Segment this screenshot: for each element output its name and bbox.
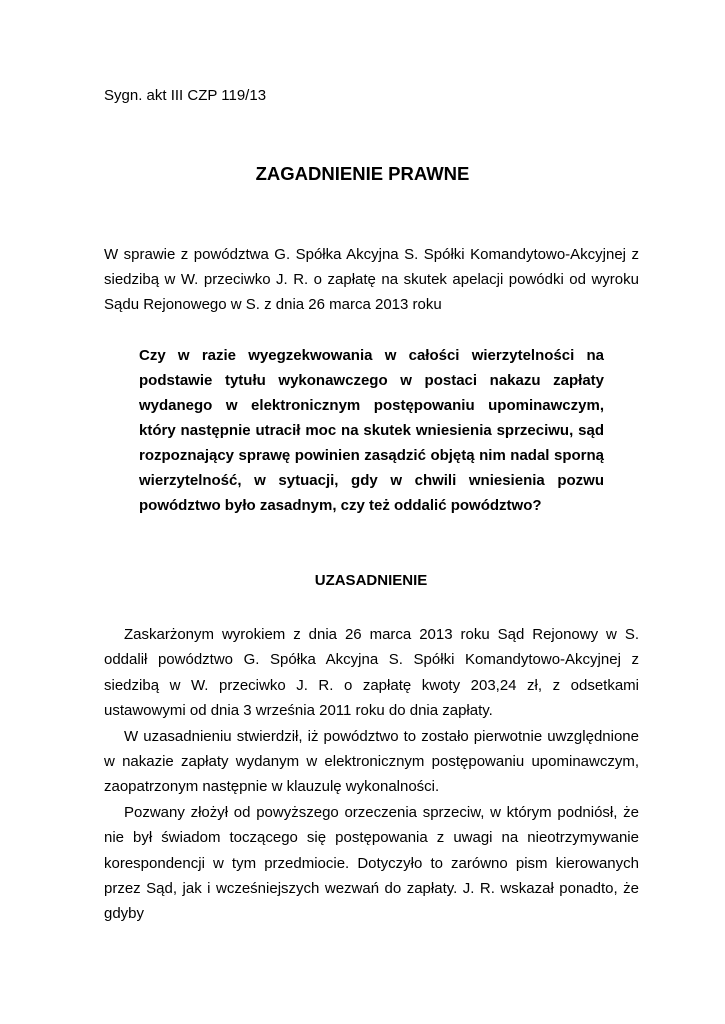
intro-paragraph: W sprawie z powództwa G. Spółka Akcyjna S. Spółki Komandytowo-Akcyjnej z siedzibą w W. przeciwko J. R. o zapłatę na skutek apelacji powódki od wyroku Sądu Rejonowego w S. z dnia 26 marca 2013 roku	[104, 246, 639, 313]
case-signature: Sygn. akt III CZP 119/13	[104, 87, 267, 104]
body-paragraph: W uzasadnieniu stwierdził, iż powództwo to zostało pierwotnie uwzględnione w nakazie zapłaty wydanym w elektronicznym postępowaniu upominawczym, zaopatrzonym następnie w klauzulę wykonalności.	[104, 727, 639, 796]
justification-heading: UZASADNIENIE	[314, 572, 428, 589]
body-paragraph: Zaskarżonym wyrokiem z dnia 26 marca 2013 roku Sąd Rejonowy w S. oddalił powództwo G. Spółka Akcyjna S. Spółki Komandytowo-Akcyjnej z siedzibą w W. przeciwko J. R. o zapłatę kwoty 203,24 zł, z odsetkami ustawowymi od dnia 3 września 2011 roku do dnia zapłaty.	[104, 626, 639, 720]
document-title: ZAGADNIENIE PRAWNE	[255, 163, 470, 184]
justification-body	[104, 622, 639, 927]
body-paragraph: Pozwany złożył od powyższego orzeczenia sprzeciw, w którym podniósł, że nie był świadom toczącego się postępowania z uwagi na nieotrzymywanie korespondencji w tym przedmiocie. Dotyczyło to zarówno pism kierowanych przez Sąd, jak i wcześniejszych wezwań do zapłaty. J. R. wskazał ponadto, że gdyby	[104, 803, 639, 923]
legal-question: Czy w razie wyegzekwowania w całości wierzytelności na podstawie tytułu wykonawczego w postaci nakazu zapłaty wydanego w elektronicznym postępowaniu upominawczym, który następnie utracił moc na skutek wniesienia sprzeciwu, sąd rozpoznający sprawę powinien zasądzić objętą nim nadal sporną wierzytelność, w sytuacji, gdy w chwili wniesienia pozwu powództwo było zasadnym, czy też oddalić powództwo?	[139, 347, 604, 514]
